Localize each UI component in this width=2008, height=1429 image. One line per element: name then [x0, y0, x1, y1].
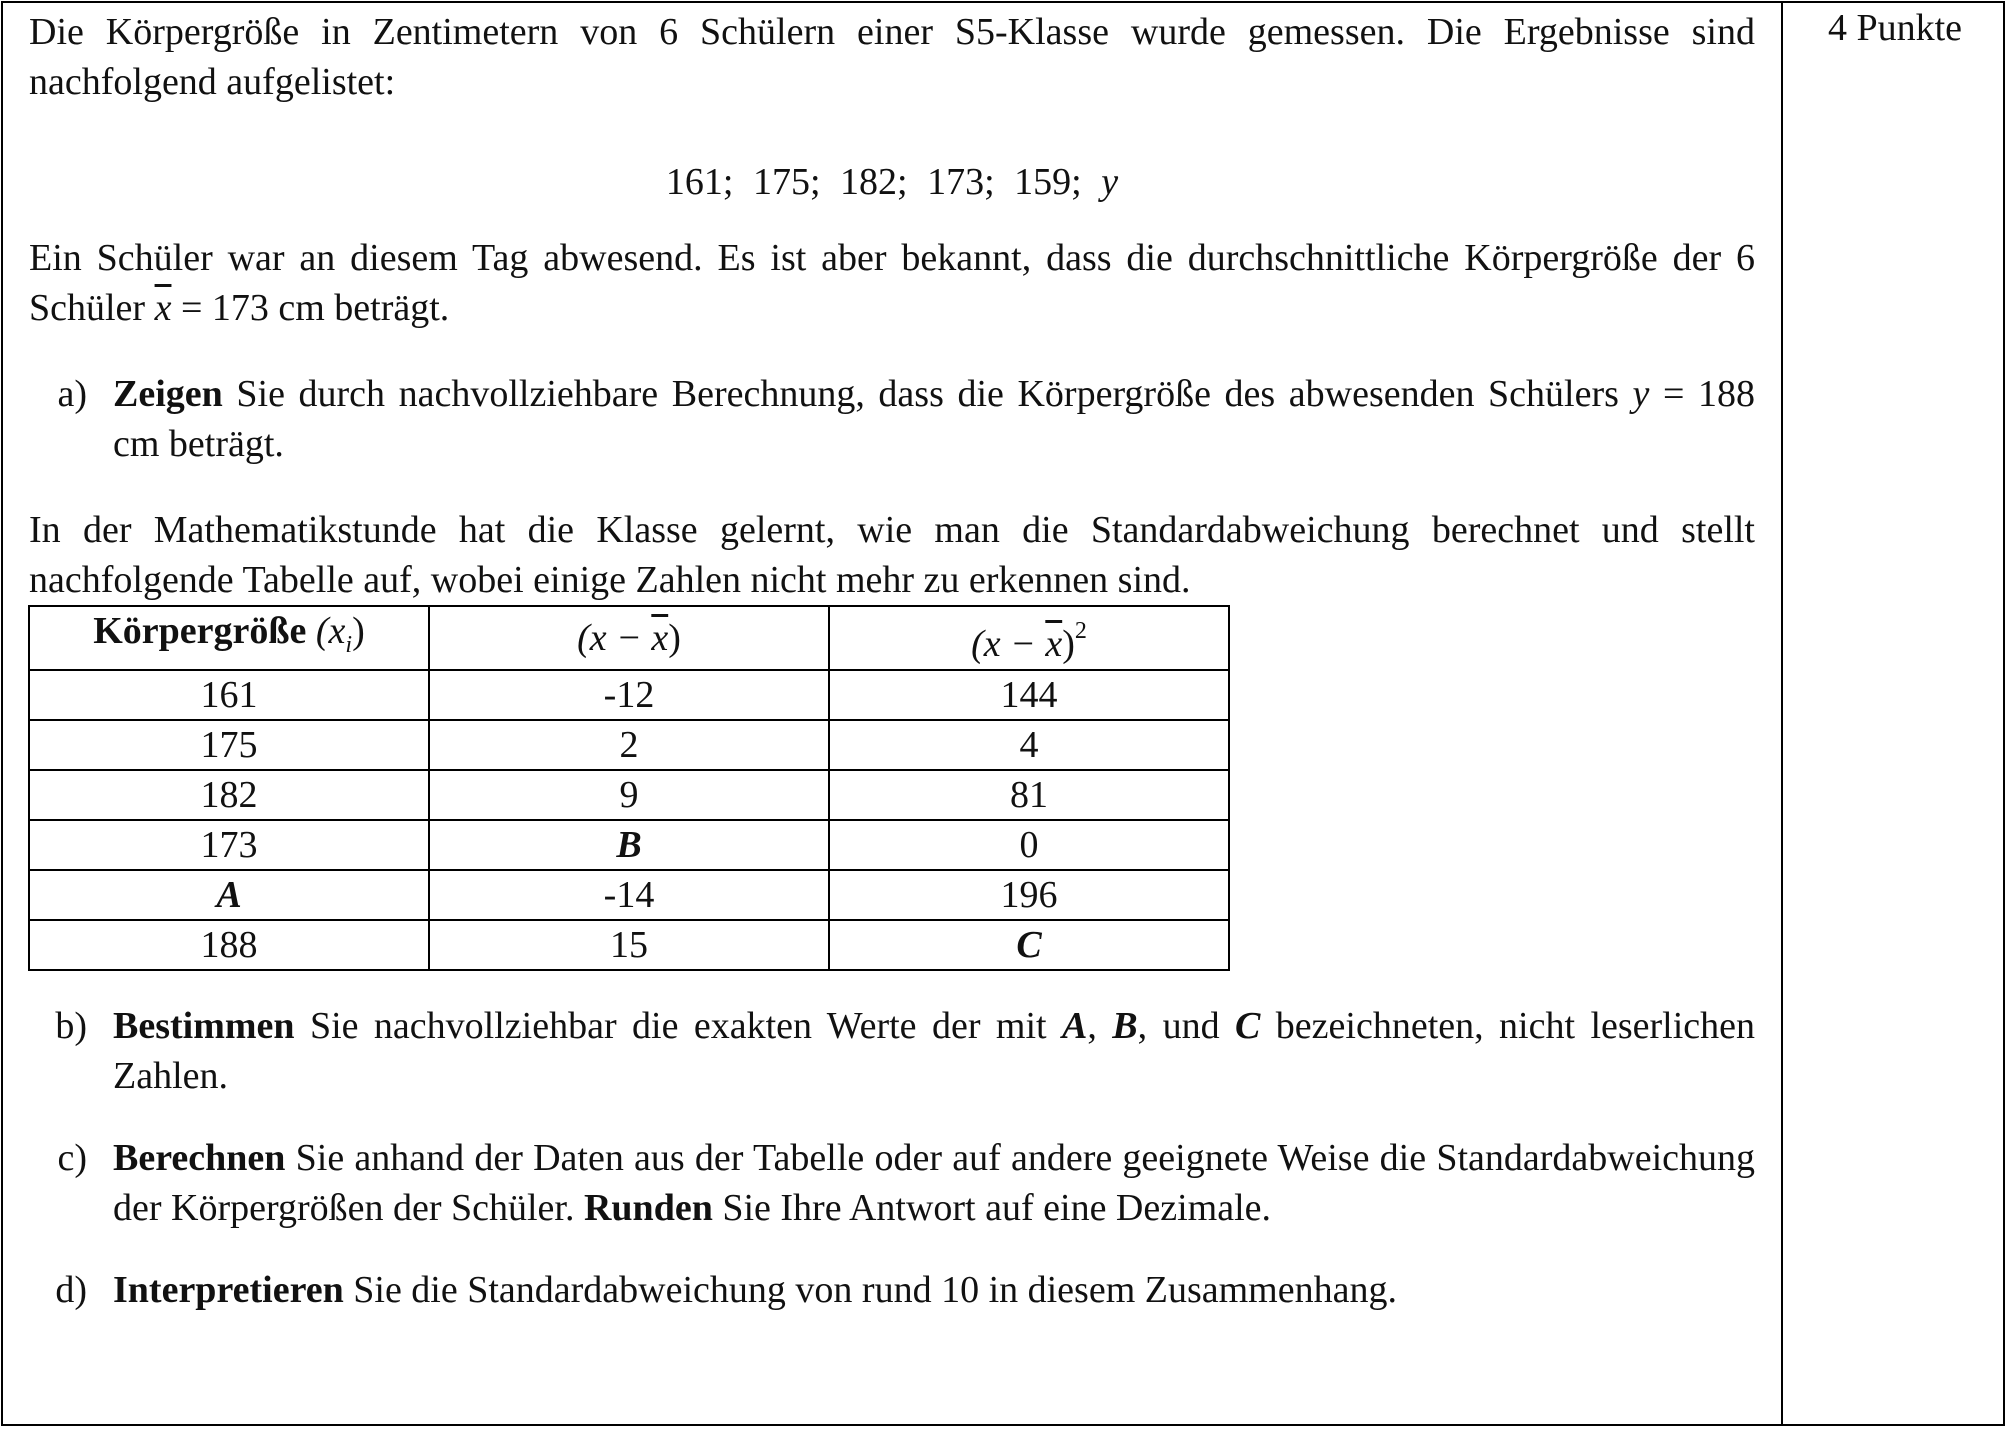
- header-height: [29, 606, 429, 670]
- table-cell: 0: [829, 820, 1229, 870]
- table-cell: 9: [429, 770, 829, 820]
- table-cell: 196: [829, 870, 1229, 920]
- table-cell: -14: [429, 870, 829, 920]
- absent-text-after: = 173 cm beträgt.: [171, 287, 450, 329]
- header-squared-xbar: $\overline{x}$: [1045, 623, 1063, 666]
- table-row: [29, 920, 1229, 970]
- table-row: [29, 720, 1229, 770]
- table-row: [29, 770, 1229, 820]
- header-squared: [829, 606, 1229, 670]
- header-deviation-close: ): [668, 616, 681, 659]
- task-c-text: [113, 1133, 1755, 1233]
- header-squared-exponent: 2: [1074, 618, 1087, 645]
- measurement-value: 175;: [752, 161, 821, 203]
- task-d: [29, 1265, 1755, 1315]
- table-cell: 81: [829, 770, 1229, 820]
- absent-text: [29, 233, 1755, 333]
- task-b-sep-2: , und: [1137, 1004, 1236, 1047]
- table-cell: -12: [429, 670, 829, 720]
- header-height-math: (x: [315, 610, 346, 652]
- table-row: [29, 870, 1229, 920]
- column-divider: [1781, 3, 1783, 1424]
- task-b-verb: Bestimmen: [113, 1004, 295, 1047]
- table-cell: 161: [29, 670, 429, 720]
- task-a-text-after: = 188 cm beträgt.: [113, 373, 1756, 465]
- table-intro-text: In der Mathematikstunde hat die Klasse gelernt, wie man die Standardabweichung berechnet und stellt nachfolgende Tabelle auf, wobei einige Zahlen nicht mehr zu erkennen sind.: [29, 509, 1755, 601]
- task-d-verb: Interpretieren: [113, 1268, 344, 1311]
- task-b-text-1: Sie nachvollziehbar die exakten Werte der mit: [294, 1004, 1062, 1047]
- header-height-label: Körpergröße: [93, 610, 307, 652]
- deviation-table: [28, 605, 1230, 971]
- task-b-label: b): [55, 1004, 87, 1047]
- task-c-text-2: Sie Ihre Antwort auf eine Dezimale.: [712, 1186, 1272, 1229]
- table-cell-unknown: B: [429, 820, 829, 870]
- table-cell: 175: [29, 720, 429, 770]
- table-row: [29, 670, 1229, 720]
- measurement-unknown: y: [1101, 161, 1119, 203]
- header-height-close: ): [352, 610, 365, 652]
- measurement-value: 182;: [840, 161, 908, 203]
- task-c: [29, 1133, 1755, 1233]
- table-cell: 4: [829, 720, 1229, 770]
- table-cell: 173: [29, 820, 429, 870]
- task-b-text-2: bezeichneten, nicht leserlichen Zahlen.: [113, 1004, 1756, 1097]
- table-cell: 2: [429, 720, 829, 770]
- table-cell: 182: [29, 770, 429, 820]
- measurement-value: 159;: [1014, 161, 1082, 203]
- mean-symbol: $\overline{x}$: [154, 287, 172, 329]
- measurement-value: 161;: [665, 161, 734, 203]
- header-squared-close: ): [1062, 623, 1075, 666]
- task-a-label: a): [57, 373, 87, 415]
- task-a: [29, 369, 1755, 469]
- task-b-text: [113, 1001, 1755, 1101]
- points-label: 4 Punkte: [1827, 7, 1963, 49]
- exercise-frame: [1, 1, 2005, 1426]
- measurement-list: [29, 157, 1755, 207]
- task-c-verb: Berechnen: [113, 1136, 286, 1179]
- task-c-verb-2: Runden: [583, 1186, 713, 1229]
- header-squared-open: (x −: [971, 623, 1046, 666]
- task-d-text-body: Sie die Standardabweichung von rund 10 in diesem Zusammenhang.: [343, 1268, 1397, 1311]
- task-d-label: d): [55, 1268, 87, 1311]
- task-a-verb: Zeigen: [113, 373, 223, 415]
- table-row: [29, 820, 1229, 870]
- task-b-var-b: B: [1112, 1004, 1138, 1047]
- task-d-text: [113, 1265, 1755, 1315]
- task-b-var-c: C: [1235, 1004, 1261, 1047]
- task-c-text-1: Sie anhand der Daten aus der Tabelle oder auf andere geeignete Weise die Standardabweichung der Körpergrößen der Schüler.: [113, 1136, 1755, 1229]
- task-a-text: [113, 369, 1755, 469]
- task-a-text-before: Sie durch nachvollziehbare Berechnung, dass die Körpergröße des abwesenden Schülers: [222, 373, 1633, 415]
- table-cell-unknown: C: [829, 920, 1229, 970]
- measurement-value: 173;: [927, 161, 995, 203]
- table-cell: 144: [829, 670, 1229, 720]
- exercise-content: [29, 7, 1755, 1315]
- table-cell: 15: [429, 920, 829, 970]
- task-c-label: c): [57, 1136, 87, 1179]
- table-header-row: [29, 606, 1229, 670]
- table-cell: 188: [29, 920, 429, 970]
- header-deviation: [429, 606, 829, 670]
- task-a-var: y: [1632, 373, 1650, 415]
- task-b-var-a: A: [1062, 1004, 1088, 1047]
- task-b-sep-1: ,: [1087, 1004, 1113, 1047]
- absent-text-before: Ein Schüler war an diesem Tag abwesend. Es ist aber bekannt, dass die durchschnittliche Körpergröße der 6 Schüler: [29, 237, 1755, 329]
- header-deviation-xbar: $\overline{x}$: [651, 616, 669, 659]
- intro-text: Die Körpergröße in Zentimetern von 6 Schülern einer S5-Klasse wurde gemessen. Die Ergebnisse sind nachfolgend aufgelistet:: [29, 11, 1755, 103]
- header-deviation-open: (x −: [577, 616, 652, 659]
- table-cell-unknown: A: [29, 870, 429, 920]
- header-height-sub: i: [345, 631, 353, 658]
- task-b: [29, 1001, 1755, 1101]
